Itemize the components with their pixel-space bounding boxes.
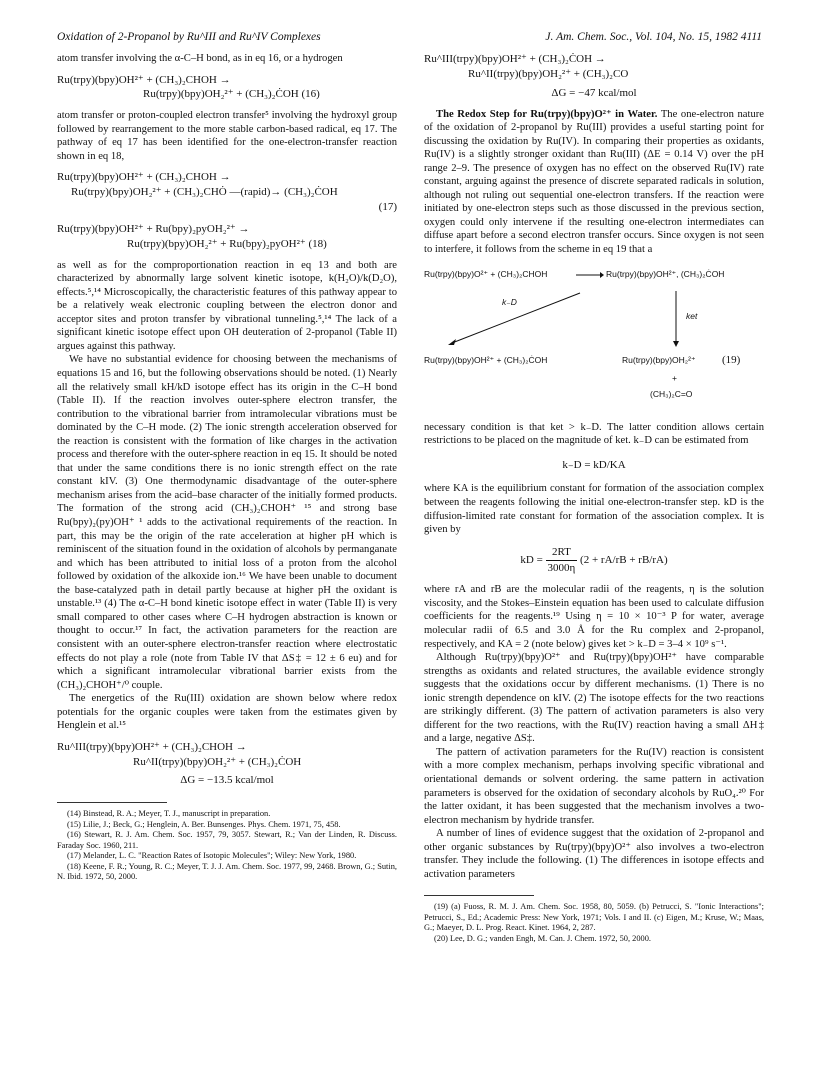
footnote-divider xyxy=(424,895,534,896)
scheme-arrow-vertical xyxy=(670,289,682,352)
equation-line: Ru^III(trpy)(bpy)OH²⁺ + (CH₃)₂ĊOH → xyxy=(424,53,606,65)
down-arrow-icon xyxy=(670,289,682,349)
equation-line: Ru(trpy)(bpy)OH₂²⁺ + (CH₃)₂CHȮ —(rapid)→ (CH₃)₂ĊOH xyxy=(71,186,338,199)
scheme-product-ru: Ru(trpy)(bpy)OH₂²⁺ xyxy=(622,354,696,365)
equation-18 xyxy=(57,222,397,252)
footnote: (19) (a) Fuoss, R. M. J. Am. Chem. Soc. 1958, 80, 5059. (b) Petrucci, S. "Ionic Interactions"; Petrucci, S., Ed.; Academic Press: New York, 1971; Vols. I and II. (c) Eigen, M.; Kruse, W.; Maas, G.; Maeyer, D. L. Prog. React. Kinet. 1964, 2, 287. xyxy=(424,902,764,933)
equation-line: Ru^II(trpy)(bpy)OH₂²⁺ + (CH₃)₂ĊOH xyxy=(133,755,302,768)
equation-line: ΔG = −47 kcal/mol xyxy=(551,86,637,99)
paragraph-text: The one-electron nature of the oxidation of 2-propanol by Ru(III) provides a useful starting point for discussing the oxidation by Ru(IV). In comparing their properties as oxidants, Ru(IV) is a slightly stronger oxidant than Ru(III) (ΔE = 0.14 V) over the pH range 2–9. The presence of oxygen has no effect on the observed Ru(IV) rate constant, arguing against the presence of discrete separated radicals in solution, although not ruling out sequential one-electron transfers. If the reaction were initiated by one-electron steps such as those discussed in the previous section, oxygen could only intervene if the resulting one-electron intermediates can diffuse apart before a second electron transfer occurs. Since oxygen is not seen to interfere, it follows from the scheme in eq 19 that a xyxy=(424,108,764,255)
scheme-arrow xyxy=(574,263,604,286)
running-header-title: Oxidation of 2-Propanol by Ru^III and Ru^IV Complexes xyxy=(57,31,321,43)
paragraph: as well as for the comproportionation reaction in eq 13 and both are characterized by abnormally large solvent kinetic isotope, k(H₂O)/k(D₂O), effects.⁵,¹⁴ Microscopically, the characteristic features of this pathway appear to be a relatively weak electronic coupling between the electron donor and acceptor sites and proton transfer by vibrational tunneling.⁵,¹⁴ The lack of a significant kinetic isotope effect upon OH deuteration of 2-propanol (Table II) argues against this pathway. xyxy=(57,259,397,352)
scheme-reactants: Ru(trpy)(bpy)O²⁺ + (CH₃)₂CHOH xyxy=(424,268,548,279)
footnote-divider xyxy=(57,802,167,803)
paragraph: atom transfer involving the α-C–H bond, as in eq 16, or a hydrogen xyxy=(57,53,343,64)
left-column xyxy=(57,52,397,883)
scheme-association-complex: Ru(trpy)(bpy)OH²⁺, (CH₃)₂ĊOH xyxy=(606,268,725,279)
equation-line: Ru(trpy)(bpy)OH²⁺ + (CH₃)₂CHOH → xyxy=(57,73,231,86)
equation-kD xyxy=(424,545,764,576)
paragraph: where rA and rB are the molecular radii of the reagents, η is the solution viscosity, and the Stokes–Einstein equation has been used to calculate diffusion coefficients for the reagents.¹⁹ Using η = 10 × 10⁻³ P for water, average molecular radii of 6.5 and 3.0 Å for the Ru complex and 2-propanol, respectively, and KA = 2 (note below) gives ket > k₋D = 3–4 × 10⁹ s⁻¹. xyxy=(424,584,764,650)
equation-line: Ru(trpy)(bpy)OH²⁺ + Ru(bpy)₂pyOH₂²⁺ → xyxy=(57,222,250,235)
section-heading: The Redox Step for Ru(trpy)(bpy)O²⁺ in Water. xyxy=(436,108,658,120)
footnote: (16) Stewart, R. J. Am. Chem. Soc. 1957, 79, 3057. Stewart, R.; Van der Linden, R. Discuss. Faraday Soc. 1960, 211. xyxy=(57,830,397,850)
running-header-citation: J. Am. Chem. Soc., Vol. 104, No. 15, 1982 4111 xyxy=(545,31,762,43)
paragraph: The pattern of activation parameters for the Ru(IV) reaction is consistent with a more complex mechanism, perhaps involving specific vibrational and orientational demands or solvent ordering. the same pattern in activation parameters is observed for the oxidation of secondary alcohols by RuO₄.²⁰ For the latter oxidant, it has been suggested that the mechanism involves a two-electron mechanism by hydride transfer. xyxy=(424,746,764,826)
paragraph: Although Ru(trpy)(bpy)O²⁺ and Ru(trpy)(bpy)OH²⁺ have comparable strengths as oxidants and related structures, the available evidence strongly suggests that the oxidations occur by different mechanisms. (1) There is no ionic strength dependence on kIV. (2) The isotope effects for the two reactions are strikingly different. (3) The pattern of activation parameters is also very different for the two reactions, with the Ru(IV) reaction having a small ΔH‡ and a large, negative ΔS‡. xyxy=(424,652,764,745)
numerator: 2RT xyxy=(546,545,578,561)
paragraph: The energetics of the Ru(III) oxidation are shown below where redox potentials for the organic couples were taken from the estimates given by Henglein et al.¹⁵ xyxy=(57,693,397,732)
footnotes xyxy=(424,902,764,944)
equation-parenthetical: (2 + rA/rB + rB/rA) xyxy=(580,553,668,566)
equation-number: (19) xyxy=(722,353,741,366)
equation-line: ΔG = −13.5 kcal/mol xyxy=(180,774,274,787)
equation-17 xyxy=(57,170,397,215)
denominator: 3000η xyxy=(547,561,576,574)
scheme-acetone: (CH₃)₂C=O xyxy=(650,388,693,399)
equation-ru-iii-energetics xyxy=(57,740,397,789)
equation-line: Ru^III(trpy)(bpy)OH²⁺ + (CH₃)₂CHOH → xyxy=(57,740,247,753)
scheme-k-minus-d: k₋D xyxy=(502,296,517,307)
fraction xyxy=(546,545,578,576)
scheme-plus: + xyxy=(672,372,677,383)
equation-line: Ru(trpy)(bpy)OH₂²⁺ + (CH₃)₂ĊOH (16) xyxy=(143,88,320,101)
equation-lhs: kD = xyxy=(520,553,543,566)
footnote: (15) Lilie, J.; Beck, G.; Henglein, A. Ber. Bunsenges. Phys. Chem. 1971, 75, 458. xyxy=(67,819,341,829)
footnote: (14) Binstead, R. A.; Meyer, T. J., manuscript in preparation. xyxy=(67,809,271,819)
reaction-scheme-19 xyxy=(424,263,764,413)
footnote: (17) Melander, L. C. "Reaction Rates of Isotopic Molecules"; Wiley: New York, 1980. xyxy=(67,851,357,861)
paragraph: A number of lines of evidence suggest that the oxidation of 2-propanol and other organic substances by Ru(trpy)(bpy)O²⁺ also involves a two-electron transfer. They include the following. (1) The differences in isotope effects and activation parameters xyxy=(424,828,764,880)
equation-line: Ru(trpy)(bpy)OH²⁺ + (CH₃)₂CHOH → xyxy=(57,171,231,184)
equation-16 xyxy=(57,73,397,103)
footnote: (18) Keene, F. R.; Young, R. C.; Meyer, T. J. J. Am. Chem. Soc. 1977, 99, 2468. Brown, G.; Sutin, N. Ibid. 1972, 50, 2000. xyxy=(57,861,397,882)
footnote: (20) Lee, D. G.; vanden Engh, M. Can. J. Chem. 1972, 50, 2000. xyxy=(434,933,652,943)
paragraph: We have no substantial evidence for choosing between the mechanisms of equations 15 and 16, but the following observations should be noted. (1) Nearly all the relatively small kH/kD isotope effect has its origin in the C–H bond (Table II). If the reaction involves outer-sphere electron transfer, the contribution to the vibrational barrier from intramolecular vibrations must be dominated by the C–H mode. (2) The ionic strength acceleration observed for the reaction is consistent with the formation of like charges in the activation process and therefore with the outer-sphere reaction in eq 15. It should be noted that under the same conditions there is no ionic strength effect on the rate constant kIV. (3) One thermodynamic disadvantage of the outer-sphere mechanism arises from the acid–base character of the initially formed products. The formation of the strong acid (CH₃)₂CHOH⁺ ¹⁵ and strong base Ru(bpy)₂(py)OH⁺ ¹ adds to the activational requirements of the reaction. In part, this may be the origin of the rate acceleration at higher pH which is reminiscent of the situation found in the oxidation of alcohols by permanganate and which has been attributed to initial loss of a proton from the alcohol followed by oxidation of the alkoxide ion.¹⁶ We have been unable to document the base-catalyzed path in detail partly because at higher pH the oxidant is unstable.¹³ (4) The α-C–H bond kinetic isotope effect in water (Table II) is very small compared to other cases where C–H hydrogen abstraction is known or thought to occur.¹⁷ In fact, the activation parameters for the reaction are consistent with an outer-sphere electron-transfer reaction where electrostatic effects do not play a role (note from Table IV that ΔS‡ = 12 ± 6 eu) and for which a significant intramolecular vibrational barrier exists from the (CH₃)₂CHOH⁺/⁰ couple. xyxy=(57,354,397,691)
paragraph: necessary condition is that ket > k₋D. The latter condition allows certain restrictions to be placed on the magnitude of ket. k₋D can be estimated from xyxy=(424,421,764,447)
equation-line: Ru^II(trpy)(bpy)OH₂²⁺ + (CH₃)₂CO xyxy=(468,67,629,80)
paragraph: where KA is the equilibrium constant for formation of the association complex between the reagents following the initial one-electron-transfer step. kD is the diffusion-limited rate constant for formation of the association complex. It is given by xyxy=(424,483,764,536)
paragraph: atom transfer or proton-coupled electron transfer⁵ involving the hydroxyl group followed by rearrangement to the more stable carbon-based radical, eq 17. The pathway of eq 17 has been identified for the one-electron-transfer reaction shown in eq 18, xyxy=(57,110,397,162)
equation-k-minus-d: k₋D = kD/KA xyxy=(562,458,626,471)
scheme-separated-products: Ru(trpy)(bpy)OH²⁺ + (CH₃)₂ĊOH xyxy=(424,354,548,365)
right-column xyxy=(424,52,764,944)
equation-ru-iii-second xyxy=(424,52,764,101)
scheme-k-et: ket xyxy=(686,310,698,321)
right-arrow-icon xyxy=(574,263,604,283)
equation-line: Ru(trpy)(bpy)OH₂²⁺ + Ru(bpy)₂pyOH²⁺ (18) xyxy=(127,237,327,250)
equation-number: (17) xyxy=(378,201,397,214)
paragraph xyxy=(424,108,764,257)
footnotes xyxy=(57,809,397,883)
